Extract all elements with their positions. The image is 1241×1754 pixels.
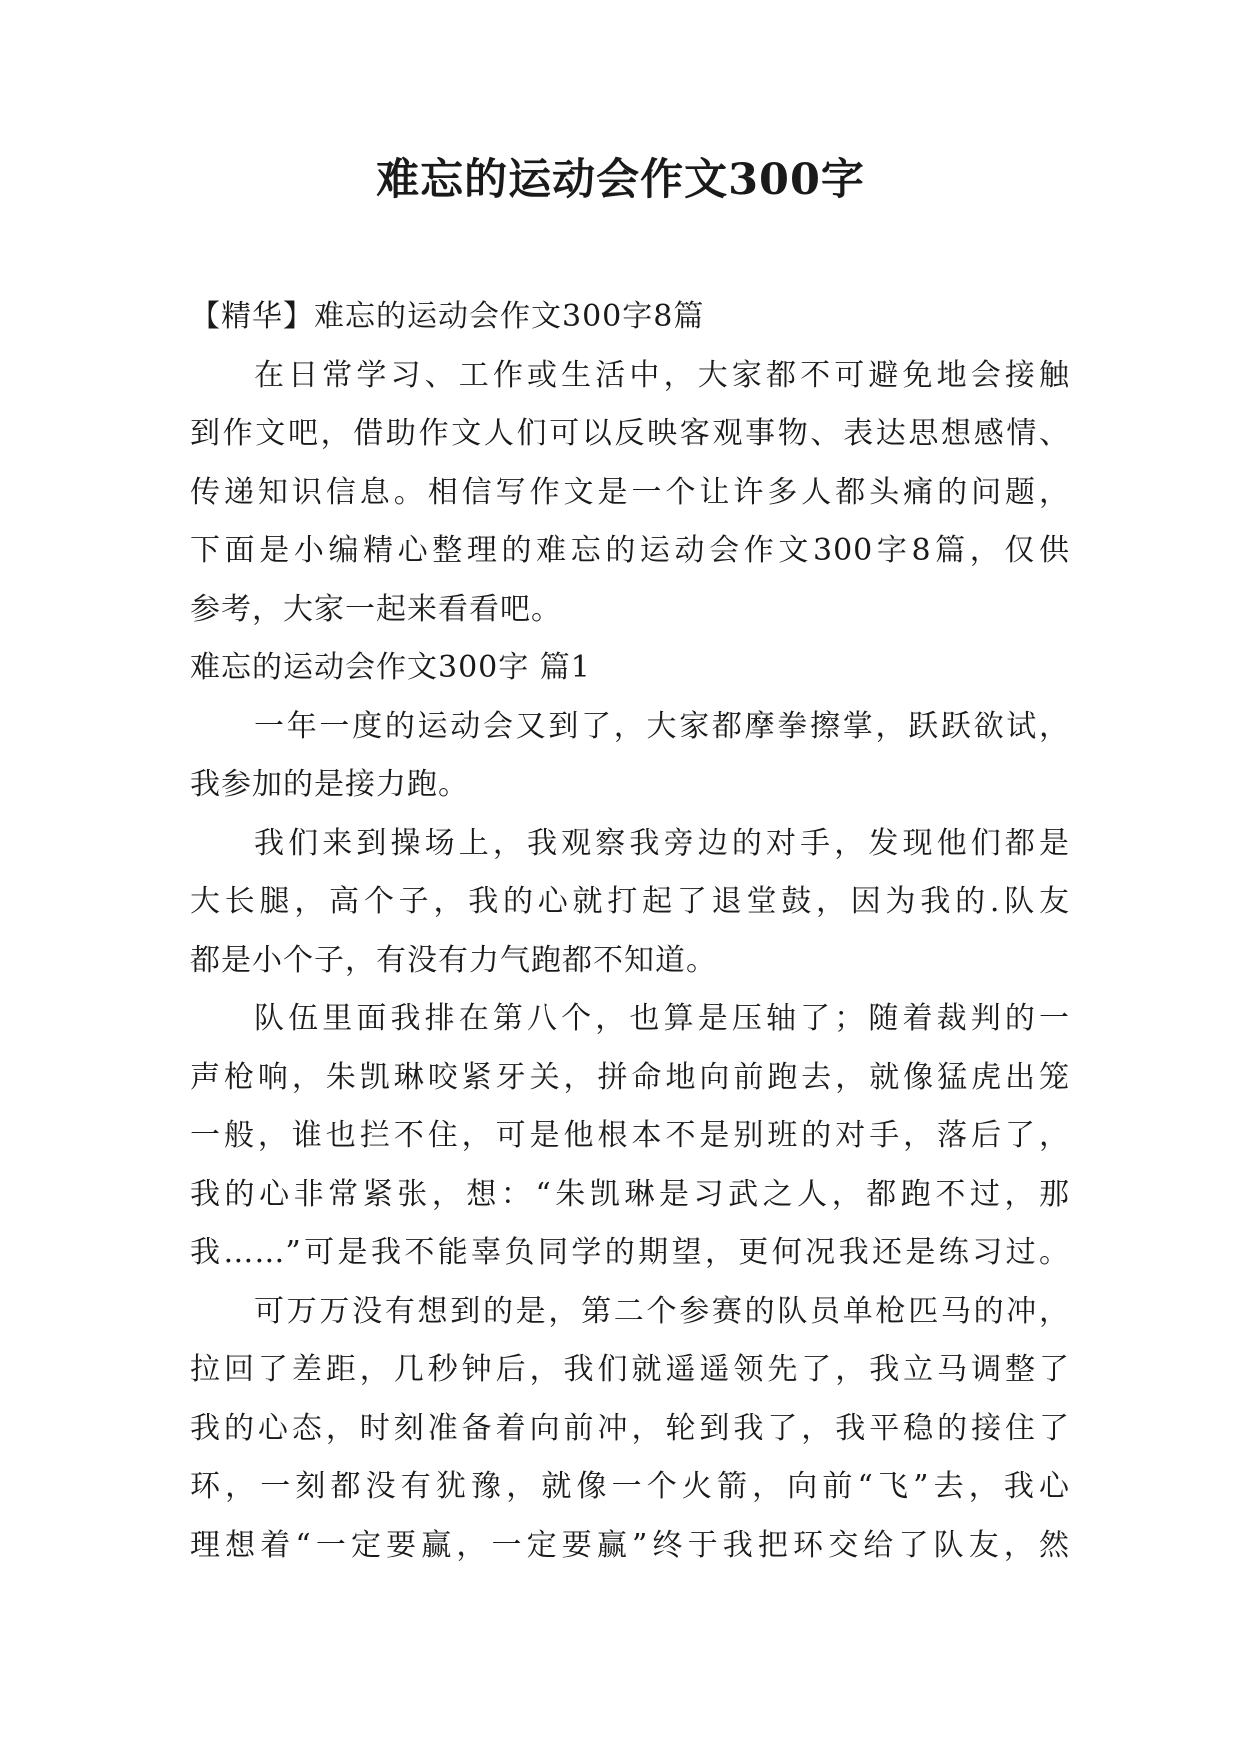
body-line: 环，一刻都没有犹豫，就像一个火箭，向前“飞”去，我心 <box>190 1469 1070 1504</box>
document-body <box>190 288 1070 1575</box>
body-line: 我参加的是接力跑。 <box>190 767 469 802</box>
body-line: 声枪响，朱凯琳咬紧牙关，拼命地向前跑去，就像猛虎出笼 <box>190 1059 1070 1095</box>
body-line: 我……”可是我不能辜负同学的期望，更何况我还是练习过。 <box>190 1235 1070 1270</box>
body-line: 参考，大家一起来看看吧。 <box>190 591 562 627</box>
body-line: 下面是小编精心整理的难忘的运动会作文300字8篇，仅供 <box>190 533 1070 568</box>
body-line: 可万万没有想到的是，第二个参赛的队员单枪匹马的冲， <box>254 1293 1070 1329</box>
body-line: 【精华】难忘的运动会作文300字8篇 <box>190 299 705 334</box>
body-line: 理想着“一定要赢，一定要赢”终于我把环交给了队友，然 <box>190 1527 1070 1563</box>
body-line: 拉回了差距，几秒钟后，我们就遥遥领先了，我立马调整了 <box>190 1352 1070 1387</box>
body-line: 在日常学习、工作或生活中，大家都不可避免地会接触 <box>254 357 1070 393</box>
body-line: 大长腿，高个子，我的心就打起了退堂鼓，因为我的.队友 <box>190 884 1070 919</box>
body-line: 队伍里面我排在第八个，也算是压轴了；随着裁判的一 <box>254 1001 1070 1036</box>
body-line: 难忘的运动会作文300字 篇1 <box>190 650 591 685</box>
body-line: 一年一度的运动会又到了，大家都摩拳擦掌，跃跃欲试， <box>254 708 1070 744</box>
body-line: 传递知识信息。相信写作文是一个让许多人都头痛的问题， <box>190 474 1070 510</box>
body-line: 我们来到操场上，我观察我旁边的对手，发现他们都是 <box>254 825 1070 861</box>
body-line: 我的心非常紧张，想：“朱凯琳是习武之人，都跑不过，那 <box>190 1176 1070 1212</box>
body-line: 一般，谁也拦不住，可是他根本不是别班的对手，落后了， <box>190 1118 1070 1153</box>
body-line: 都是小个子，有没有力气跑都不知道。 <box>190 942 717 978</box>
body-line: 我的心态，时刻准备着向前冲，轮到我了，我平稳的接住了 <box>190 1410 1070 1446</box>
body-line: 到作文吧，借助作文人们可以反映客观事物、表达思想感情、 <box>190 416 1070 451</box>
document-title: 难忘的运动会作文300字 <box>376 155 865 205</box>
